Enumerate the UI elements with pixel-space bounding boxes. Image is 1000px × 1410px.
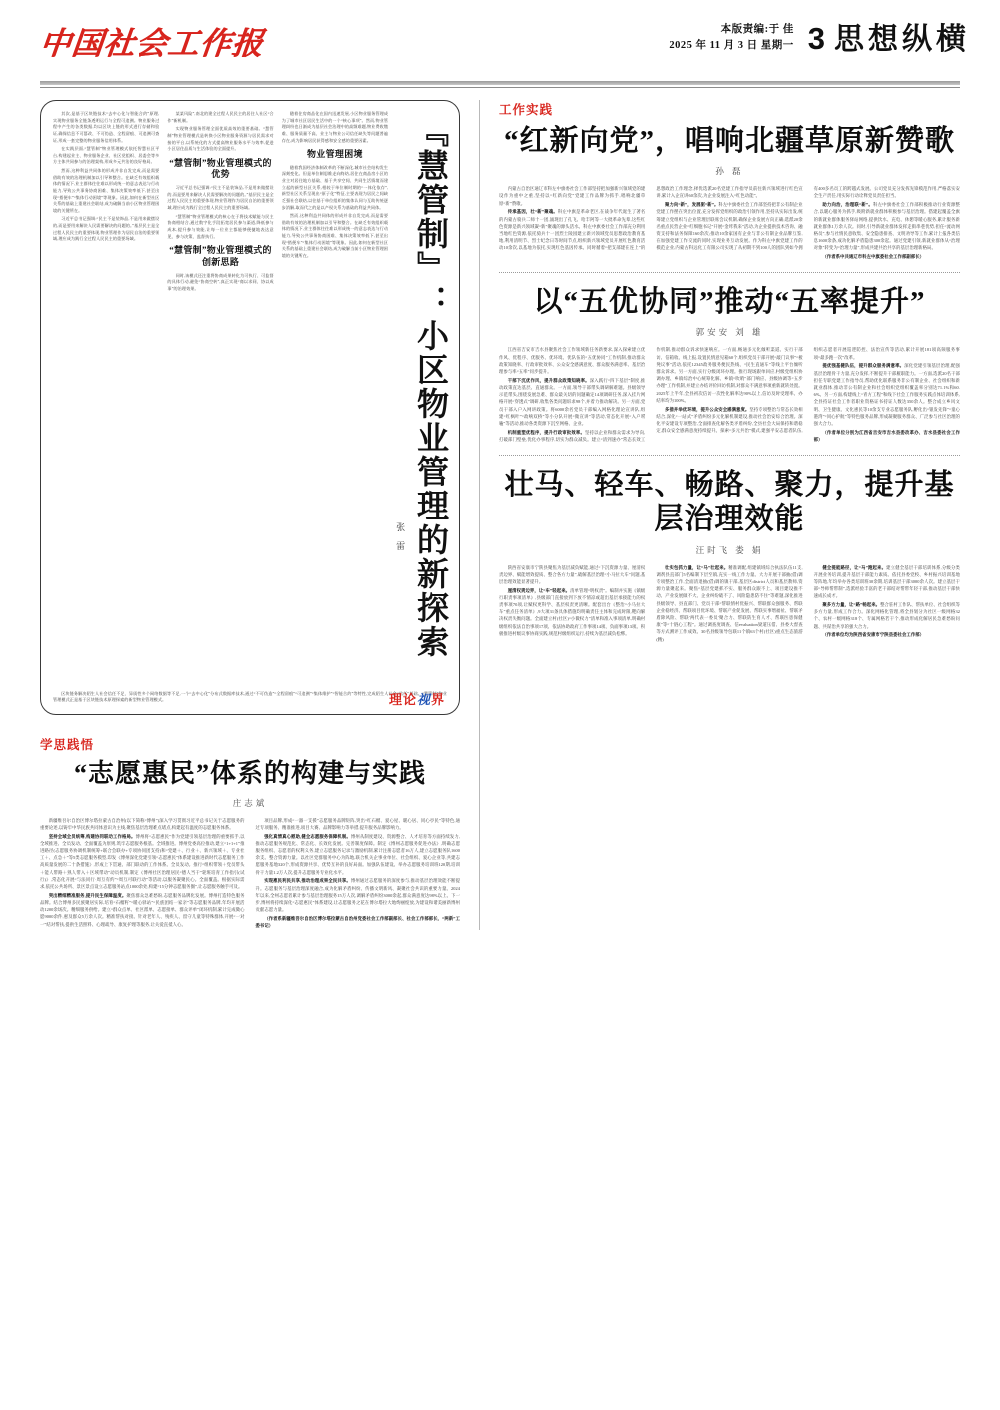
section-label-xuesijianwu: 学思践悟: [40, 738, 95, 752]
feature-para: 某某风险”,南北的建全过程人民民主的居住人社区“合作”新机制。: [167, 111, 274, 123]
article-para: 突出精细精准服务,提升民生保障温度。聚焦群众急难愁盼,志愿服务品牌化发展。博州打造特色服务品牌。结合博州多民族聚居实际,培育“石榴籽”“暖心驿站”“民族团结一家亲”等志愿服务品牌,年均开展活动1200余场次。精细服务供给。建立“群众点单、社区派单、志愿接单、群众评单”闭环机制,累计完成微心愿9000余件,惠及群众5万余人次。精准帮扶对接。针对老年人、残疾人、留守儿童等特殊群体,开展“一对一”结对帮扶,提供生活照料、心理疏导、康复护理等服务,让关爱直抵人心。: [40, 892, 245, 927]
section-name: 思想纵横: [834, 22, 970, 56]
feature-subhead-1: 物业管理困境: [307, 149, 363, 160]
article-para: 健全提能路径，让“马”跑起来。建立健全基层干部培训体系,分级分类开展业务培训,提升基层干部能力素质。依托县委党校、乡村振兴培训基地等阵地,年均举办各类培训班30余期,培训基层干部3000余人次。建立基层干部“导师帮带制”,选派经验丰富的老干部结对帮带年轻干部,推动基层干部快速成长成才。: [813, 564, 960, 599]
editor-line: 本版责编:于 佳: [720, 24, 794, 35]
article-para: 江西省吉安市吉水县聚焦社会工作领域新任务新要求,深入探索建立优作风、优程序、优服务、优环境、优队伍的“五优协同”工作机制,推动群众政策知晓率、行政审批效率、公众安全感满意度、群众服务满意率、基层治理参与率“五率”同步提升。: [499, 347, 646, 375]
feature-para: 然而,这种利益共同体的形成并非自发完成,而是需要借助有效的治理机制加以引导和整合。在缺乏有效组织载体的情况下,业主群体往往难以形成统一的意志表达与行动能力,导致公共事务协商困难、集体决策效率低下,甚至出现“搭便车”“集体行动困境”等现象。因此,如何在新型社区关系的基础上重建社会联结,成为破解当前小区物业管理困境的关键所在。: [281, 213, 389, 258]
article-title-red-party: “红新向党”，唱响北疆草原新赞歌: [503, 125, 955, 157]
page-body: [0, 88, 1000, 930]
date-line: 2025 年 11 月 3 日 星期一: [669, 40, 794, 52]
article-grassroots: [499, 468, 960, 643]
article-para: 聚力向“新”，发展驱“新”。科左中旗委社会工作部坚持把非公有制企业党建工作摆在突出位置,充分发挥党组织的政治引领作用,坚持从实际出发,统筹建立党组织与企业管理层联席会议机制,确保企业发展方向正确;选派20余名重点民营企业“红细胞书记”开展“金咔我来”活动,为企业提供技术咨询、融资支持和法务保障160余次;推动10余家国有企业与非公有制企业品牌互鉴,在加强党建工作交流的同时,实现业务互动发展。作为科左中旗党建工作的模范企业,内蒙古科远化工有限公司实现了从初期不到100人的团队到如今拥有400多名员工的跨越式发展。公司党员充分发挥先锋模范作用,严格落实安全生产责任,用实际行动诠释党员责任担当。: [656, 186, 960, 251]
theory-badge-part2: 视: [416, 692, 431, 707]
article-para: 实现惠民利民共享,推动治理成果全民共享。博州通过志愿服务的深度参与,推动基层治理效能不断提升。志愿服务与基层治理深度融合,成为化解矛盾纠纷、传播文明新风、凝聚社会共识的重要力量。2024年以来,全州志愿者累计参与基层治理服务15万人次,调解矛盾纠纷3000余起,群众满意度达98%以上。下一步,博州将持续深化“志愿惠民”体系建设,让志愿服务之花在博尔塔拉大地绚丽绽放,为建设和谐美丽新博州贡献志愿力量。: [255, 878, 460, 913]
article-para: 内蒙古自治区通辽市科左中旗委社会工作部坚持把加强新兴领域党的建设作为重中之重,坚持以“红新向党”党建工作品牌为抓手,唱响北疆草原“新”赞歌。: [499, 186, 646, 206]
article-para: 陕西省安康市宁陕县聚焦为基层减负赋能,通过“下沉资源力量、厘清权责边界、赋能增效提质、整合各方力量”,破解基层治理“小马拉大车”问题,基层治理效能显著提升。: [499, 564, 646, 584]
section-header: [807, 20, 970, 56]
feature-para: 随着住房商品化在国内迅速发展,小区物业服务管理成为了城市社区居民生活中的一个“核心事项”。然而,物业管理纠纷也日渐成为基层社会治理中的高频难题,物业费收缴难、服务质量不高、业主与物业公司信任缺失等问题普遍存在,成为影响居民获得感和安全感的重要因素。: [281, 111, 389, 143]
masthead: [0, 0, 1000, 78]
section-label-gongzuoshijian: 工作实践: [499, 103, 554, 117]
feature-para: 同时,该模式还注重将协商成果转化为可执行、可监督的具体行动,避免“协商空转”,真正实现“商以求同、协以成事”的治理效果。: [167, 272, 274, 291]
article-para: 干部下沉优作风，提升群众政策知晓率。深入践行“四下基层”制度,推动政策直达基层、直通群众。一方面,领导干部带头调研解难题。县级领导示范带头,围绕发展急难、群众最关切的问题确定14项调研任务,深入挂片网格开展“穿透式”调研,收集各类问题诉求98个,并着力推动解决。另一方面,党员干部入户入网讲政策。将6000余名党员干部编入网格化理论宣讲队,组建“红枫叶”“政响双桥”等小分队开展“微宣讲”等活动,常态化开展“入户唠嗑”等活动,推动各类资源下沉至网格、企业。: [499, 377, 646, 426]
article-para: 传承基因，壮“新”聚魂。科左中旗是革命老区,在战争年代诞生了著名的内蒙古骑兵二师十一团,涌现出了孔飞、哈丰阿等一大批革命先辈,这些红色资源是新兴领域凝“新”聚魂的源头活水。科左中旗委社会工作部充分利用当地红色资源,依托骑兵十一团烈士陵园建立新兴领域党员思想政治教育基地,利用清明节、烈士纪念日等时间节点,组织新兴领域党员开展红色教育活动10余次,以基地为依托,实现红色基因传承。同时循着“把支部建在连上”的思想政治工作理念,择优选派20名党建工作指导员前往新兴领域进行红色宣讲,累计入企宣讲60余次,为企业发展注入“红色动能”。: [499, 186, 803, 251]
article-para: 项目品牌,形成“一器一支援”志愿服务品牌矩阵,突出“红石榴、爱心屋、暖心居、同心亭民”等特色,通过专项服务、精准推进,项目大赛、品牌影响力等举措,提升服务品牌影响力。: [255, 817, 460, 830]
article-para: 强化真情真心慰助,健全志愿服务保障机制。博州从制度建设、资源整合、人才培育等方面持续发力,推动志愿服务规范化、常态化、长效化发展。完善制度保障。制定《博州志愿服务促进办法》,明确志愿服务组织、志愿者的权利义务,建立志愿服务记录与激励机制,累计注册志愿者16万人,建立志愿服务队1600余支。整合资源力量。以社区党群服务中心为阵地,联合机关企事业单位、社会组织、爱心企业等,共建志愿服务基地320个,形成资源共享、优势互补的良好局面。加强队伍建设。举办志愿服务培训班120期,培训骨干力量1.2万人次,提升志愿服务专业化水平。: [255, 833, 460, 875]
article-byline-note: （作者单位均为陕西省安康市宁陕县委社会工作部）: [822, 632, 925, 638]
article-para: 坚持全域全员统筹,构建协同联动工作格局。博州将“志愿惠民”作为党建引领基层治理的重要抓手,以全域推进、全员发动、全面覆盖为原则,筑牢志愿服务根基。全域推进。博州党委高位推动,建立“1+1+1”推进路径(志愿服务协调机制统筹+联合会联办+专项协同团支持)和“党建＋、行业＋、新兴领域＋、专业社工＋、点急＋”等5类志愿服务模型,印发《博州深化党建引领“志愿惠民”体系建设推进新时代志愿服务工作高质量发展的二十条措施》,形成上下贯通、部门联动的工作体系。全员发动。推行“组织带领＋党员带头＋能人带路＋熟人带入＋区域带动”动员机制,制定《博州社区治理居民“德人当干”轮班培育工作指引(试行)》,常态化开展“与法同行·周互有约”“周互可联行动”等活动,以服务凝聚民心。全面覆盖。根据实际需求,依托公共场所、景区景点设立志愿服务站点1000余处,构建“15分钟志愿服务圈”,让志愿服务触手可及。: [40, 833, 245, 889]
article-five-优: [499, 285, 960, 443]
feature-para: 在实践层面,“慧管制”物业管理模式依托智慧社区平台,构建起业主、物业服务企业、社区党组织、居委会等多方主体共同参与的治理架构,形成多元共治的良好格局。: [53, 146, 160, 165]
feature-para: 随着我国经济体制改革的不断深化,城市社会结构发生深刻变化。但是单位制思维走向终结,居住在商品房小区的业主对居住地方基础、基于共享空间、共同生活情境而建立起的新型社区关系,相较于单位制时期的“一体化依存”,新型社区关系呈现出“原子化”特征,主要表现为居民之间缺乏强社会联结,以往基于单位组织的集体认同与互助传统逐步消解,取而代之的是以产权关系为基础的利益共同体。: [281, 164, 389, 210]
left-column: [40, 100, 460, 930]
page-number: 3: [807, 20, 825, 56]
article-para: 厘清权责边界，让“车”轻起来。清单管理“明权责”。编制并实施《镇级行职责事项清单》,县级部门直接放到下放不情凉或超出基层承接能力的权责事项70项,让赋权更科学、基层权责更清晰。配套出台《整治“小马拉大车”重点任务清单》,9大项31条具体措施均明确责任主体和完成时限,靶向解决权责失衡问题。全面建立村(社区)“小微权力”清单和准入事项清单,明确村级组织依法自治事项17项、依法协助政府工作事项14项、负面事项13项。积极推进村级议事协商实践,规范村级组织运行,持续为基层减负松绑。: [499, 587, 646, 636]
article-title-grassroots: 壮马、轻车、畅路、聚力，提升基层治理效能: [504, 469, 955, 536]
feature-col-c: [53, 111, 159, 704]
article-title-five-excellence: 以“五优协同”推动“五率提升”: [533, 286, 926, 319]
article-para: 多措并举优环境，提升公众安全感满意度。坚持专项整治与常态长效相结合,深化“一站式”矛盾纠纷多元化解机制建设,推动社会治安综合治理。深化平安建设专项整治,全面排查化解各类矛盾纠纷,全县社会大局保持和谐稳定,群众安全感满意度持续提升。探索“多元共治”模式,建强平安志愿者队伍,组织志愿者开展巡逻防控、法治宣传等活动,累计开展181项高频服务事项“最多跑一次”改革。: [656, 347, 960, 434]
feature-subhead-3: “慧管制”物业管理模式的创新思路: [169, 245, 272, 267]
feature-para: 然而,这种利益共同体的形成并非自发完成,而是需要借助有效的治理机制加以引导和整合。在缺乏有效组织载体的情况下,业主群体往往难以形成统一的意志表达与行动能力,导致公共事务协商困难、集体决策效率低下,甚至出现“搭便车”“集体行动困境”等现象。因此,如何在新型社区关系的基础上重建社会联结,成为破解当前小区物业管理困境的关键所在。: [53, 168, 160, 213]
article-body-grassroots: [499, 564, 960, 643]
masthead-rule-thick: [40, 81, 960, 85]
theory-badge: [389, 689, 445, 708]
feature-col-a: [282, 111, 388, 704]
article-para: （作者系新疆维吾尔自治区博尔塔拉蒙古自治州党委社会工作部副部长、社会工作部部长、“两新”工委书记）: [255, 915, 460, 929]
article-author-red-party: 孙 磊: [715, 166, 744, 177]
theory-badge-part1: 理论: [388, 692, 417, 707]
feature-footer-text: [53, 691, 447, 706]
feature-col-b: [167, 111, 273, 704]
article-para: 提优强基健队伍，提升群众服务满意率。深化党建引领基层治理,配强基层治理骨干力量,充分发挥,不断提升干部履职能力。一方面,选派20名干部担任专职党建工作指导员,帮助优化联系服务非公有制企业、社会组织和新就业群体,推动非公有制企业和社会组织党组织覆盖率分别达71.1%和60.6%。另一方面,构建线上“青方工程”和线下社会工作服务实践点体培训体系,全县持证社会工作者职业资格证书持证人数达350余人。整合成立乡风文明、卫生健康、文化惠民等10余支专业志愿服务队,孵化出“银发先锋”“童心港湾”“同心护航”等特色服务品牌,形成凝聚服务群众、广泛参与社区治理的强大合力。: [813, 363, 960, 426]
feature-para: 习近平总书记强调:“民主不是装饰品,不是用来做摆设的,而是要用来解决人民需要解决的问题的。”基层民主是全过程人民民主的重要体现,物业管理作为居民自治的重要领域,理应成为践行全过程人民民主的重要场域。: [167, 185, 274, 210]
feature-foot-para: 区块链务解决陌生人社会信任不足、异质性多个网络数据等不足,一个“去中心化”分布式数据库技术,通过“不可伪造”“全程留痕”“可追溯”“集体维护”“智能合约”等特性,完成陌生人社会“信任”基础。“慧管制”物业管理模式正是基于区块链技术原理探索的新型物业管理模式。: [53, 690, 447, 703]
masthead-meta: [669, 22, 793, 55]
feature-para: “慧管制”物业管理模式的核心在于将技术赋能与民主协商相结合,通过数字化手段拓宽居民参与渠道,降低参与成本,提升参与效能,让每一位业主都能够便捷地表达意见、参与决策、监督执行。: [167, 213, 274, 239]
article-body-five-excellence: [499, 346, 960, 443]
article-byline-note: （作者系中共通辽市科左中旗委社会工作部副部长）: [822, 254, 925, 260]
article-body-red-party: [499, 185, 960, 260]
feature-para: 实现物业服务管理全面优质高效的重要基础。“慧管制”物业管理模式是转换小区物业服务资源与居民需求对接的平台,以系统化的方式提高物业服务水平与效率,促进小区居住品质与生活体验的全面提升。: [167, 126, 274, 152]
feature-text-columns: [53, 111, 388, 704]
newspaper-logo: 中国社会工作报: [37, 26, 266, 61]
article-title-volunteer: “志愿惠民”体系的构建与实践: [73, 759, 426, 788]
article-author-grassroots: 汪时飞 娄 娟: [695, 544, 764, 555]
article-para: 新疆维吾尔自治区博尔塔拉蒙古自治州(以下简称“博州”)深入学习贯彻习近平总书记关于志愿服务的重要论述,以铸牢中华民族共同体意识为主线,聚焦基层治理难点堵点,构建起有温度的志愿服务体系。: [40, 817, 245, 830]
feature-title: 『慧管制』：小区物业管理的新探索: [413, 115, 449, 659]
article-divider-1: [499, 272, 960, 273]
theory-badge-part3: 界: [430, 692, 445, 707]
article-red-party: [499, 100, 960, 260]
feature-para: 其次,是基于区块链技术“去中心化与智能合约”原理,实现物业服务全链条透明运行与全程可追溯。物业服务过程中产生的各类数据,均以区块上链的形式进行存储和验证,确保信息不可篡改、不可伪造、全程留痕、可追溯可查证,形成一套完整的物业服务信用体系。: [53, 111, 160, 143]
article-para: 壮实包抓力量，让“马”壮起来。精准调配,组建镇域综合执法队伍11支,调剂县直部门5名编制下层至镇,充实一线工作力量。大力开展干部抽(借)调专项整治工作,全面清退抽(借)调的镇干部,基层区district人员和基层教师,资源力量聚起来。聚焦“基层党建抓不实、服务群众跟不上、项目建设推不动、产业发展做不大、企业纠纷破不了、风险隐患防不住”等难题,深化推进县级领导、县直部门、党员干部“帮联情村优振兴、帮联群众强服务、帮联企业稳经济、帮联项目优环境、帮联产业促发展、帮联实事增福祉、帮联矛盾除风险、帮联'两代表一委员'聚合力、帮联防生育人才、帮联医患保健康”等“十链心工程”。通过调查度调查、信evaluation梁道压借、县委大督查等方式测评工作成效。30名县级领导包联11个镇63个村(社区)重点生态旅游(精): [656, 564, 803, 642]
article-volunteer: [40, 735, 460, 930]
article-author-five-excellence: 郭安安 刘 雄: [695, 327, 764, 338]
feature-subhead-2: “慧管制”物业管理模式的优势: [169, 157, 272, 180]
article-body-volunteer: [40, 817, 460, 930]
feature-article-box: [40, 100, 460, 715]
article-para: 机制重塑优程序，提升行政审批效率。坚持以企业和群众需求为导向,打破部门壁垒,优化办事程序,切实为群众减负。建立“清到速办”常态长效工作机制,推动群众诉求快速响应。一方面,畅通多元化倾听渠道。实行干部访、信箱收、线上报,设置民情意见箱60个,组织党员干部开展“敲门议事”“板凳议事”活动,依托12345政务服务便民热线、“民生直通车”等线上平台倾听群众诉求。另一方面,实行分级闭环办理。推行现场跟单回应,村级党组织协调办理、乡镇综治中心统筹化解、乡镇“吹哨”部门响应、县级协调等“五步办理”工作机制,并建立办结评价回访机制,对群众不满意事项重新就转处置。2025年上半年,全县初次信访一次性化解率达90%以上,信访及时受理率、办结率均为100%。: [499, 347, 803, 442]
right-column: [499, 100, 960, 930]
article-byline-note: （作者单位分别为江西省吉安市吉水县委改革办、吉水县委社会工作部）: [813, 429, 960, 442]
article-author-volunteer: 庄志斌: [232, 797, 268, 808]
feature-author: 张 雷: [395, 521, 406, 554]
column-divider: [479, 100, 480, 930]
feature-para: 习近平总书记强调:“民主不是装饰品,不是用来做摆设的,而是要用来解决人民需要解决的问题的。”基层民主是全过程人民民主的重要体现,物业管理作为居民自治的重要领域,理应成为践行全过程人民民主的重要场域。: [53, 216, 160, 242]
article-divider-2: [499, 455, 960, 456]
article-para: 聚多方力量，让“路”畅起来。整合驻村工作队、帮扶单位、社会组织等多方力量,形成工作合力。深化网格化管理,将全县划分为社区一级网格32个、农村一级网格318个、专属网格若干个,推动形成化解居民急难愁盼问题、共谋治共享的强大合力。: [813, 602, 960, 629]
masthead-right: [669, 22, 970, 55]
article-para: 助力向治，治理联“新”。科左中旗委社会工作部积极推动行业资源整合,以暖心服务为抓手,吸附新就业群体积极参与基层治理。搭建起覆盖全旗的新就业群体服务驿站网络,提供饮水、充电、休憩等暖心服务,累计服务新就业群体1万余人次。同时,引导新就业群体发挥走街串巷优势,担任“流动网格员”,参与社情民意收集、安全隐患排查、文明劝导等工作,累计上报各类信息1600余条,成功化解矛盾隐患300余起。通过党建引领,新就业群体从“治理对象”转变为“治理力量”,形成共建共治共享的基层治理新格局。: [813, 202, 960, 251]
